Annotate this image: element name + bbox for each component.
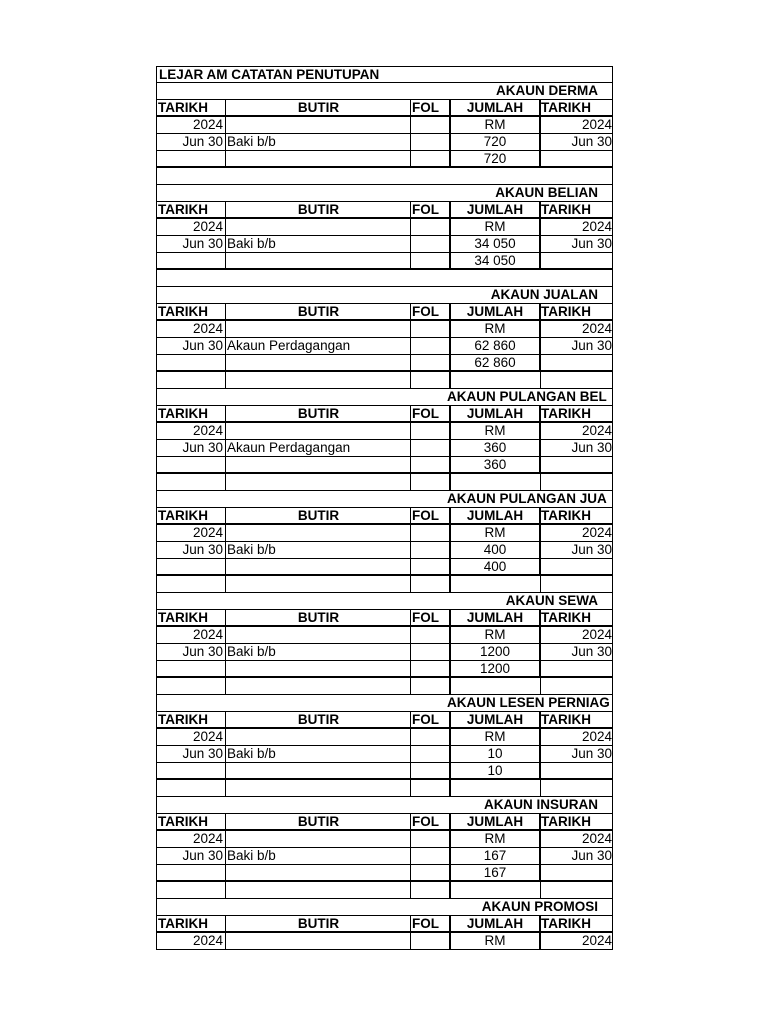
header-jumlah: JUMLAH: [451, 202, 541, 217]
empty-cell: [226, 423, 411, 439]
empty-cell: [226, 321, 411, 337]
header-fol: FOL: [411, 712, 451, 727]
date-cell: Jun 30: [157, 338, 226, 354]
header-butir: BUTIR: [226, 100, 411, 115]
year-cell-credit: 2024: [581, 321, 612, 336]
column-header-row: [157, 202, 612, 219]
date-cell-credit: Jun 30: [571, 440, 612, 455]
header-tarikh: TARIKH: [157, 712, 226, 727]
empty-cell: [541, 763, 612, 778]
header-butir: BUTIR: [226, 406, 411, 421]
main-title-row: [157, 66, 612, 83]
total-cell: 400: [451, 559, 541, 574]
empty-cell: [226, 355, 411, 370]
empty-cell: [411, 661, 451, 676]
account-title: AKAUN JUALAN: [490, 287, 598, 302]
year-cell: 2024: [157, 423, 226, 439]
header-butir: BUTIR: [226, 202, 411, 217]
amount-cell: 167: [451, 848, 541, 864]
description-cell: Baki b/b: [226, 848, 411, 864]
empty-cell: [451, 474, 541, 490]
folio-cell: [411, 134, 451, 150]
ledger-account: [157, 389, 612, 491]
account-title-row: [157, 83, 612, 100]
empty-cell: [411, 457, 451, 472]
empty-cell: [411, 627, 451, 643]
empty-cell: [451, 372, 541, 388]
entry-row: [157, 236, 612, 253]
empty-cell: [541, 474, 612, 490]
empty-cell: [451, 882, 541, 898]
empty-cell: [411, 525, 451, 541]
year-cell: 2024: [157, 219, 226, 235]
header-fol: FOL: [411, 610, 451, 625]
folio-cell: [411, 644, 451, 660]
currency-cell: RM: [451, 933, 541, 949]
empty-cell: [226, 576, 411, 592]
header-butir: BUTIR: [226, 814, 411, 829]
header-jumlah: JUMLAH: [451, 304, 541, 319]
empty-cell: [157, 661, 226, 676]
empty-cell: [226, 219, 411, 235]
empty-cell: [226, 763, 411, 778]
total-row: [157, 661, 612, 678]
empty-cell: [411, 729, 451, 745]
entry-row: [157, 848, 612, 865]
description-cell: Baki b/b: [226, 236, 411, 252]
empty-cell: [226, 831, 411, 847]
year-cell-credit: 2024: [581, 219, 612, 234]
header-tarikh-credit: TARIKH: [541, 100, 591, 115]
header-fol: FOL: [411, 304, 451, 319]
date-cell: Jun 30: [157, 440, 226, 456]
year-cell-credit: 2024: [581, 729, 612, 744]
empty-cell: [226, 627, 411, 643]
currency-cell: RM: [451, 219, 541, 235]
year-cell-credit: 2024: [581, 831, 612, 846]
empty-cell: [226, 865, 411, 880]
header-fol: FOL: [411, 100, 451, 115]
total-row: [157, 763, 612, 780]
date-cell-credit: Jun 30: [571, 644, 612, 659]
account-title-row: [157, 593, 612, 610]
empty-cell: [411, 780, 451, 796]
date-cell: Jun 30: [157, 644, 226, 660]
empty-cell: [226, 253, 411, 268]
currency-cell: RM: [451, 423, 541, 439]
empty-cell: [157, 865, 226, 880]
total-cell: 62 860: [451, 355, 541, 370]
year-row: [157, 219, 612, 236]
header-butir: BUTIR: [226, 712, 411, 727]
header-jumlah: JUMLAH: [451, 916, 541, 931]
header-fol: FOL: [411, 814, 451, 829]
empty-cell: [541, 780, 612, 796]
header-jumlah: JUMLAH: [451, 100, 541, 115]
empty-cell: [411, 474, 451, 490]
year-row: [157, 627, 612, 644]
empty-cell: [451, 780, 541, 796]
empty-cell: [226, 457, 411, 472]
account-title: AKAUN PULANGAN BEL: [447, 389, 607, 404]
empty-cell: [226, 474, 411, 490]
date-cell-credit: Jun 30: [571, 134, 612, 149]
empty-cell: [541, 678, 612, 694]
page-title: LEJAR AM CATATAN PENUTUPAN: [159, 67, 380, 82]
empty-cell: [157, 355, 226, 370]
empty-cell: [157, 151, 226, 166]
ledger-account: [157, 287, 612, 389]
header-tarikh-credit: TARIKH: [541, 508, 591, 523]
empty-cell: [226, 525, 411, 541]
empty-cell: [541, 559, 612, 574]
entry-row: [157, 542, 612, 559]
year-cell-credit: 2024: [581, 525, 612, 540]
year-row: [157, 831, 612, 848]
header-butir: BUTIR: [226, 916, 411, 931]
empty-cell: [226, 117, 411, 133]
amount-cell: 34 050: [451, 236, 541, 252]
empty-cell: [411, 372, 451, 388]
total-row: [157, 151, 612, 168]
ledger-account: [157, 695, 612, 797]
description-cell: Akaun Perdagangan: [226, 440, 411, 456]
empty-cell: [157, 763, 226, 778]
total-row: [157, 457, 612, 474]
header-tarikh: TARIKH: [157, 202, 226, 217]
empty-cell: [157, 457, 226, 472]
empty-cell: [411, 678, 451, 694]
total-row: [157, 253, 612, 270]
empty-cell: [157, 780, 226, 796]
empty-cell: [226, 678, 411, 694]
header-jumlah: JUMLAH: [451, 610, 541, 625]
empty-cell: [157, 372, 226, 388]
empty-cell: [541, 355, 612, 370]
empty-cell: [451, 576, 541, 592]
ledger-account: [157, 797, 612, 899]
folio-cell: [411, 338, 451, 354]
description-cell: Baki b/b: [226, 746, 411, 762]
year-cell-credit: 2024: [581, 627, 612, 642]
header-tarikh-credit: TARIKH: [541, 202, 591, 217]
blank-row: [157, 168, 612, 185]
year-row: [157, 933, 612, 950]
header-tarikh: TARIKH: [157, 406, 226, 421]
empty-cell: [411, 763, 451, 778]
column-header-row: [157, 100, 612, 117]
header-tarikh-credit: TARIKH: [541, 916, 591, 931]
empty-cell: [411, 865, 451, 880]
entry-row: [157, 338, 612, 355]
account-title: AKAUN INSURAN: [484, 797, 598, 812]
description-cell: Akaun Perdagangan: [226, 338, 411, 354]
total-cell: 360: [451, 457, 541, 472]
empty-cell: [157, 559, 226, 574]
amount-cell: 10: [451, 746, 541, 762]
date-cell: Jun 30: [157, 542, 226, 558]
empty-cell: [411, 117, 451, 133]
header-tarikh-credit: TARIKH: [541, 406, 591, 421]
currency-cell: RM: [451, 831, 541, 847]
account-title: AKAUN PROMOSI: [481, 899, 598, 914]
header-jumlah: JUMLAH: [451, 406, 541, 421]
year-row: [157, 729, 612, 746]
blank-row: [157, 372, 612, 389]
date-cell-credit: Jun 30: [571, 542, 612, 557]
empty-cell: [226, 559, 411, 574]
account-title-row: [157, 185, 612, 202]
empty-cell: [226, 372, 411, 388]
amount-cell: 62 860: [451, 338, 541, 354]
account-title: AKAUN LESEN PERNIAG: [447, 695, 610, 710]
total-row: [157, 559, 612, 576]
ledger-sheet: [156, 66, 613, 950]
empty-cell: [411, 253, 451, 268]
year-cell: 2024: [157, 729, 226, 745]
empty-cell: [411, 423, 451, 439]
year-cell: 2024: [157, 525, 226, 541]
description-cell: Baki b/b: [226, 644, 411, 660]
header-tarikh-credit: TARIKH: [541, 814, 591, 829]
ledger-account: [157, 185, 612, 287]
amount-cell: 360: [451, 440, 541, 456]
empty-cell: [157, 474, 226, 490]
entry-row: [157, 644, 612, 661]
date-cell-credit: Jun 30: [571, 338, 612, 353]
empty-cell: [541, 865, 612, 880]
column-header-row: [157, 610, 612, 627]
header-fol: FOL: [411, 202, 451, 217]
header-fol: FOL: [411, 406, 451, 421]
total-cell: 34 050: [451, 253, 541, 268]
empty-cell: [157, 576, 226, 592]
currency-cell: RM: [451, 525, 541, 541]
empty-cell: [226, 729, 411, 745]
column-header-row: [157, 814, 612, 831]
column-header-row: [157, 712, 612, 729]
folio-cell: [411, 542, 451, 558]
blank-row: [157, 882, 612, 899]
date-cell: Jun 30: [157, 236, 226, 252]
empty-cell: [451, 678, 541, 694]
column-header-row: [157, 508, 612, 525]
blank-row: [157, 678, 612, 695]
empty-cell: [541, 253, 612, 268]
account-title-row: [157, 491, 612, 508]
header-tarikh: TARIKH: [157, 304, 226, 319]
column-header-row: [157, 406, 612, 423]
header-butir: BUTIR: [226, 508, 411, 523]
account-title-row: [157, 695, 612, 712]
description-cell: Baki b/b: [226, 542, 411, 558]
blank-row: [157, 270, 612, 287]
folio-cell: [411, 236, 451, 252]
blank-row: [157, 576, 612, 593]
currency-cell: RM: [451, 729, 541, 745]
header-tarikh-credit: TARIKH: [541, 304, 591, 319]
empty-cell: [541, 151, 612, 166]
total-row: [157, 355, 612, 372]
header-tarikh: TARIKH: [157, 610, 226, 625]
amount-cell: 1200: [451, 644, 541, 660]
currency-cell: RM: [451, 321, 541, 337]
year-cell: 2024: [157, 933, 226, 949]
year-row: [157, 321, 612, 338]
folio-cell: [411, 440, 451, 456]
header-fol: FOL: [411, 508, 451, 523]
header-tarikh-credit: TARIKH: [541, 610, 591, 625]
ledger-account: [157, 899, 612, 950]
date-cell-credit: Jun 30: [571, 746, 612, 761]
description-cell: Baki b/b: [226, 134, 411, 150]
empty-cell: [226, 933, 411, 949]
year-row: [157, 117, 612, 134]
year-cell-credit: 2024: [581, 423, 612, 438]
blank-row: [157, 780, 612, 797]
year-cell: 2024: [157, 117, 226, 133]
empty-cell: [411, 559, 451, 574]
empty-cell: [157, 678, 226, 694]
total-cell: 167: [451, 865, 541, 880]
empty-cell: [411, 933, 451, 949]
year-row: [157, 525, 612, 542]
year-cell: 2024: [157, 831, 226, 847]
empty-cell: [411, 355, 451, 370]
empty-cell: [541, 576, 612, 592]
currency-cell: RM: [451, 627, 541, 643]
date-cell-credit: Jun 30: [571, 848, 612, 863]
empty-cell: [411, 882, 451, 898]
empty-cell: [226, 661, 411, 676]
header-fol: FOL: [411, 916, 451, 931]
account-title: AKAUN SEWA: [505, 593, 598, 608]
column-header-row: [157, 916, 612, 933]
header-butir: BUTIR: [226, 610, 411, 625]
year-cell-credit: 2024: [581, 117, 612, 132]
header-tarikh: TARIKH: [157, 916, 226, 931]
empty-cell: [411, 151, 451, 166]
accounts-container: [157, 83, 612, 950]
empty-cell: [226, 882, 411, 898]
total-row: [157, 865, 612, 882]
date-cell: Jun 30: [157, 848, 226, 864]
empty-cell: [541, 882, 612, 898]
year-cell-credit: 2024: [581, 933, 612, 948]
entry-row: [157, 134, 612, 151]
column-header-row: [157, 304, 612, 321]
header-tarikh-credit: TARIKH: [541, 712, 591, 727]
account-title: AKAUN BELIAN: [495, 185, 598, 200]
entry-row: [157, 440, 612, 457]
empty-cell: [411, 321, 451, 337]
empty-cell: [226, 780, 411, 796]
ledger-account: [157, 83, 612, 185]
amount-cell: 400: [451, 542, 541, 558]
ledger-account: [157, 491, 612, 593]
date-cell: Jun 30: [157, 746, 226, 762]
empty-cell: [541, 661, 612, 676]
total-cell: 720: [451, 151, 541, 166]
account-title: AKAUN DERMA: [496, 83, 598, 98]
folio-cell: [411, 746, 451, 762]
account-title: AKAUN PULANGAN JUA: [447, 491, 607, 506]
header-tarikh: TARIKH: [157, 100, 226, 115]
year-row: [157, 423, 612, 440]
empty-cell: [541, 457, 612, 472]
empty-cell: [541, 372, 612, 388]
account-title-row: [157, 899, 612, 916]
empty-cell: [157, 882, 226, 898]
folio-cell: [411, 848, 451, 864]
empty-cell: [226, 151, 411, 166]
header-jumlah: JUMLAH: [451, 508, 541, 523]
year-cell: 2024: [157, 321, 226, 337]
account-title-row: [157, 797, 612, 814]
date-cell-credit: Jun 30: [571, 236, 612, 251]
total-cell: 1200: [451, 661, 541, 676]
header-tarikh: TARIKH: [157, 508, 226, 523]
amount-cell: 720: [451, 134, 541, 150]
header-tarikh: TARIKH: [157, 814, 226, 829]
empty-cell: [411, 219, 451, 235]
header-butir: BUTIR: [226, 304, 411, 319]
blank-row: [157, 474, 612, 491]
header-jumlah: JUMLAH: [451, 712, 541, 727]
empty-cell: [411, 576, 451, 592]
header-jumlah: JUMLAH: [451, 814, 541, 829]
total-cell: 10: [451, 763, 541, 778]
year-cell: 2024: [157, 627, 226, 643]
currency-cell: RM: [451, 117, 541, 133]
account-title-row: [157, 287, 612, 304]
empty-cell: [411, 831, 451, 847]
date-cell: Jun 30: [157, 134, 226, 150]
ledger-account: [157, 593, 612, 695]
empty-cell: [157, 253, 226, 268]
account-title-row: [157, 389, 612, 406]
entry-row: [157, 746, 612, 763]
